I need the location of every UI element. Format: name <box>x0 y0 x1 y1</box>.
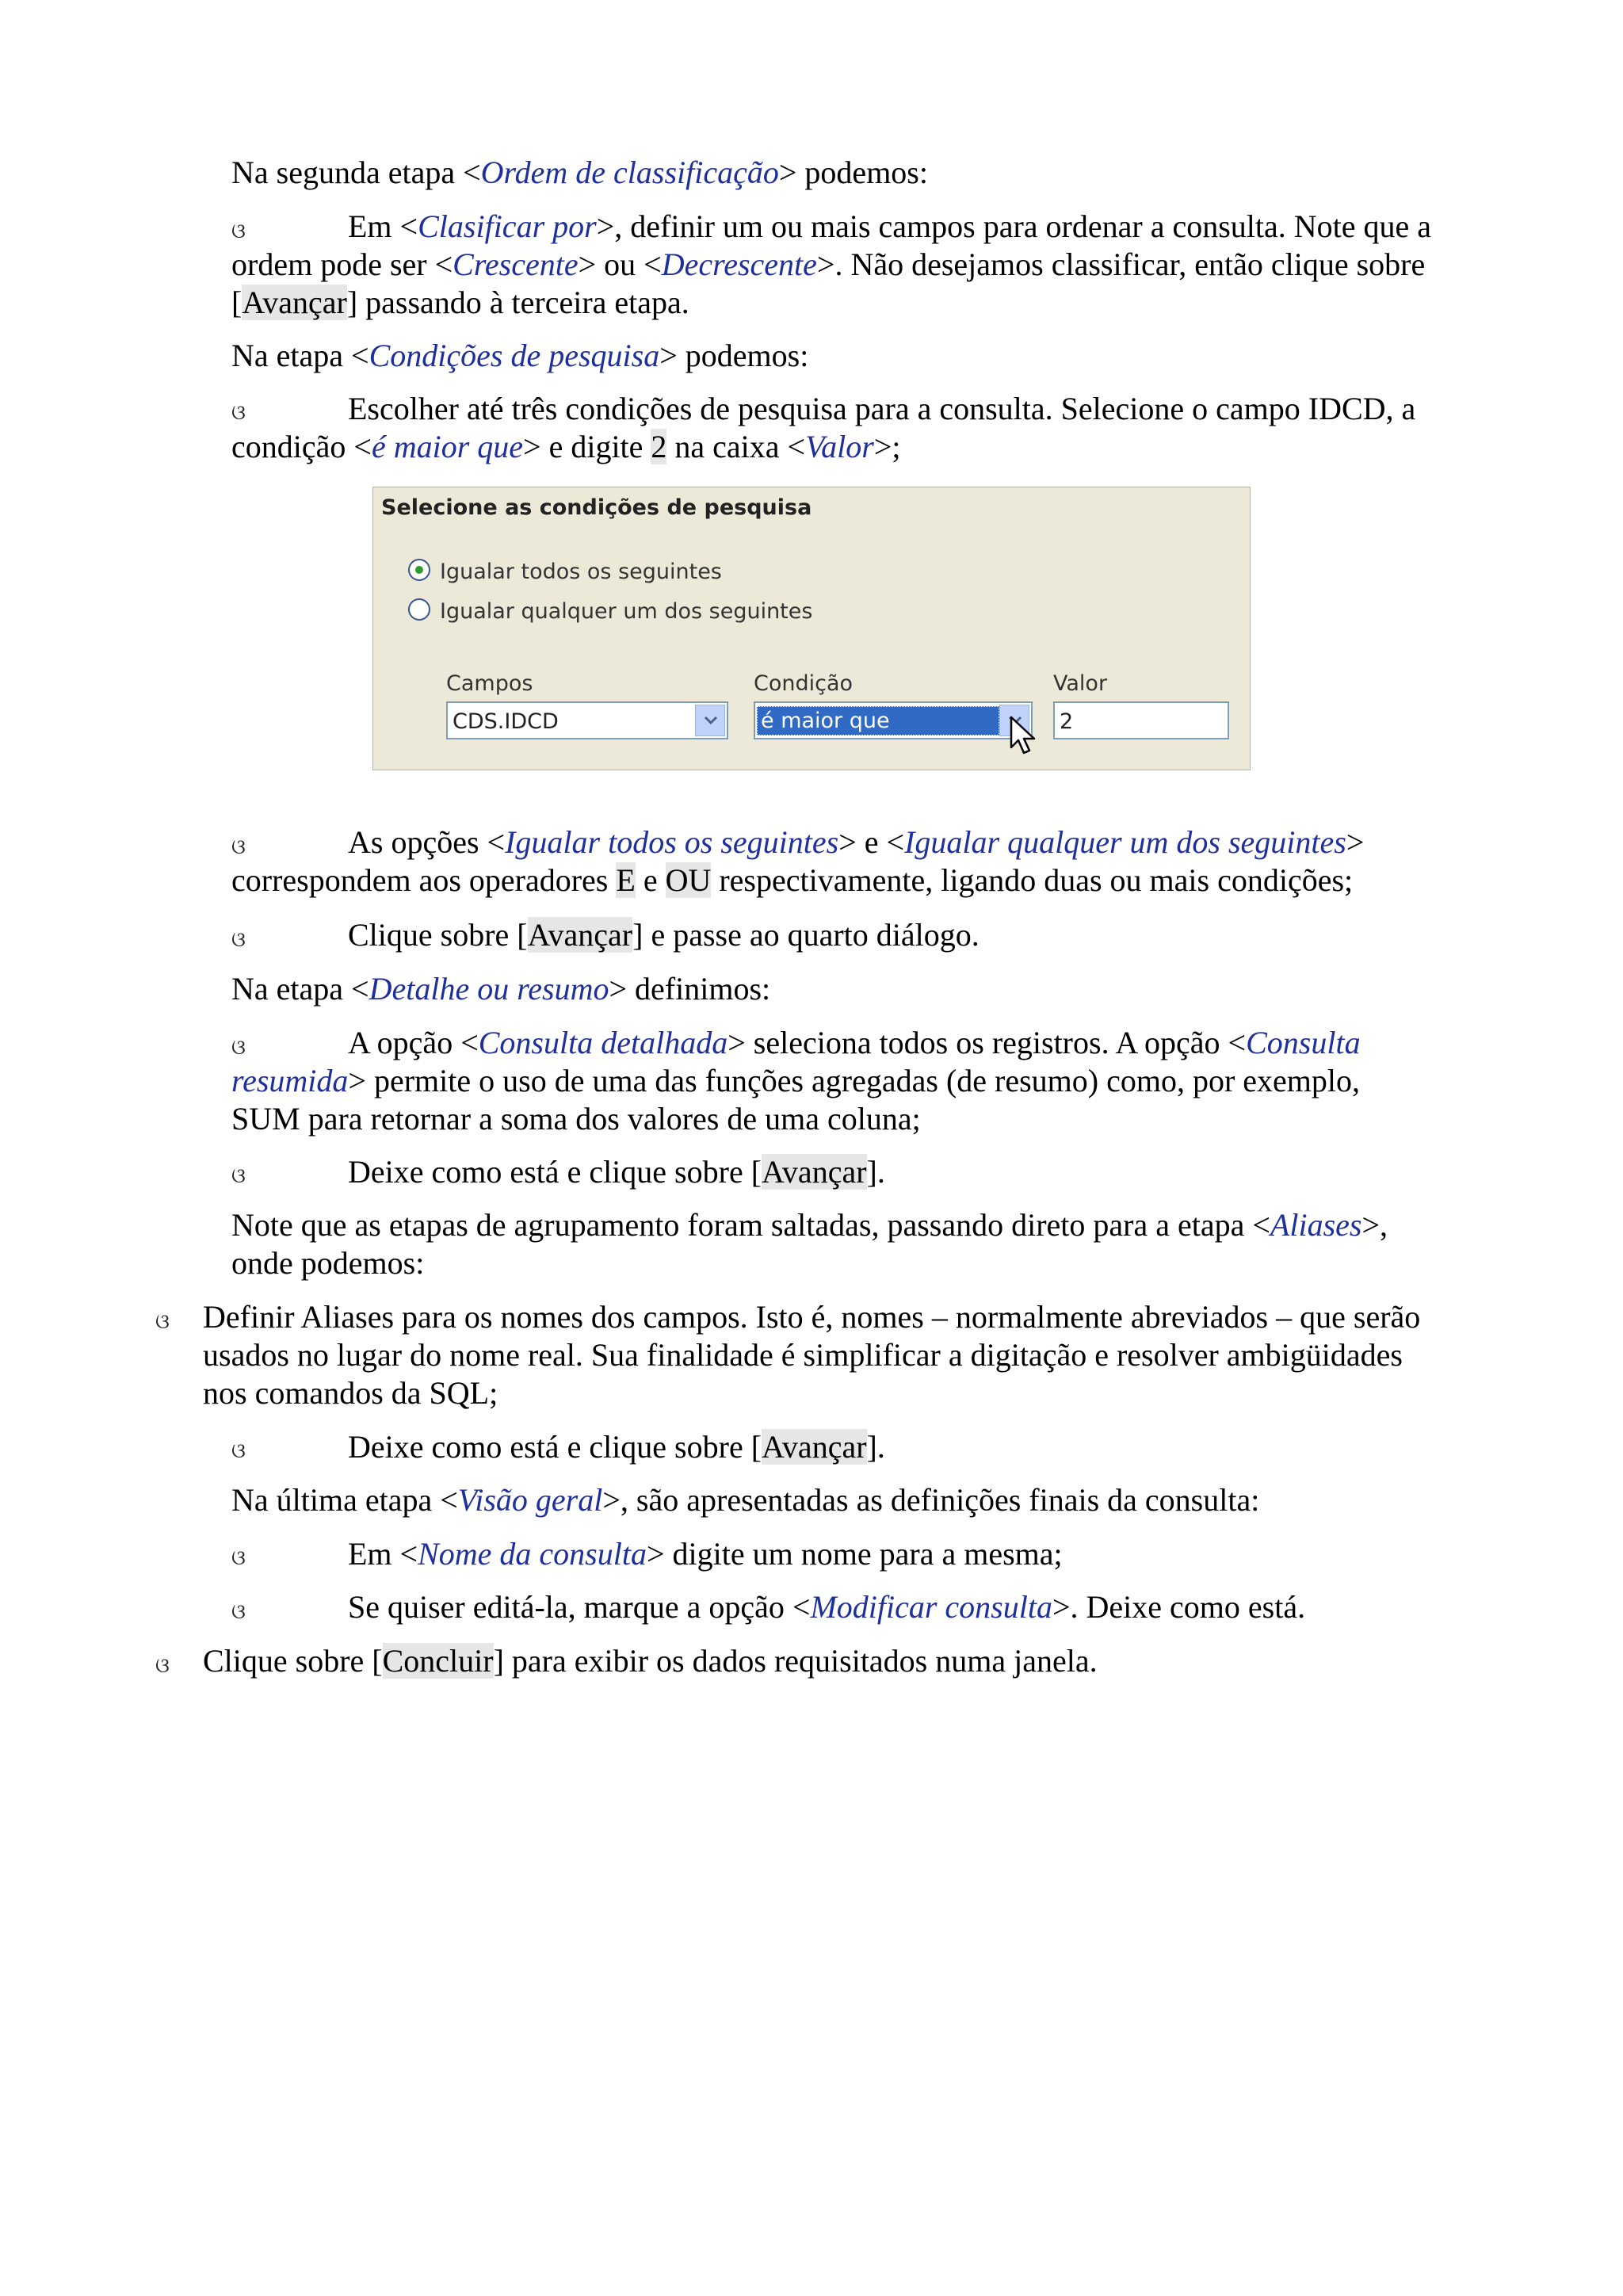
text: > digite um nome para a mesma; <box>646 1536 1063 1572</box>
paragraph-line <box>348 823 1364 861</box>
text: > e < <box>838 824 905 860</box>
paragraph-line <box>203 1642 1098 1680</box>
paragraph-line <box>348 1428 885 1466</box>
option-ref: Ordem de classificação <box>480 155 779 190</box>
text: ] passando à terceira etapa. <box>346 285 689 320</box>
button-ref: Avançar <box>762 1429 867 1465</box>
paragraph-line <box>348 1588 1305 1626</box>
text: Definir Aliases para os nomes dos campos. Isto é, nomes – normalmente abreviados – que serão <box>203 1299 1421 1335</box>
bullet-icon: ଓ <box>231 1600 246 1624</box>
value-input[interactable] <box>1053 701 1229 739</box>
option-ref: Valor <box>805 429 874 464</box>
text: Deixe como está e clique sobre [ <box>348 1429 762 1465</box>
text: > seleciona todos os registros. A opção < <box>727 1025 1247 1060</box>
text: As opções < <box>348 824 506 860</box>
text: Na etapa < <box>231 971 369 1007</box>
text: ] para exibir os dados requisitados numa janela. <box>493 1643 1098 1679</box>
paragraph-line <box>231 246 1425 284</box>
bullet-icon: ଓ <box>155 1654 170 1678</box>
bullet-icon: ଓ <box>231 1036 246 1060</box>
option-ref: é maior que <box>371 429 524 464</box>
bullet-icon: ଓ <box>231 401 246 425</box>
paragraph-line <box>348 1153 885 1191</box>
operator-ref: OU <box>665 862 712 898</box>
option-ref: Modificar consulta <box>810 1589 1052 1625</box>
paragraph-line <box>348 208 1431 246</box>
value-ref: 2 <box>651 429 667 464</box>
text: Clique sobre [ <box>203 1643 383 1679</box>
paragraph-line <box>231 1100 921 1138</box>
option-ref: Igualar qualquer um dos seguintes <box>904 824 1346 860</box>
text: Clique sobre [ <box>348 917 528 953</box>
option-ref: Condições de pesquisa <box>369 338 660 373</box>
text: [ <box>231 285 242 320</box>
option-ref: Detalhe ou resumo <box>369 971 609 1007</box>
value-label: Valor <box>1053 671 1108 696</box>
button-ref: Avançar <box>527 917 633 953</box>
text: >, <box>1361 1207 1388 1243</box>
text: Na segunda etapa < <box>231 155 481 190</box>
paragraph-line <box>231 284 689 322</box>
paragraph-line <box>231 154 928 192</box>
paragraph-line <box>348 390 1415 428</box>
paragraph-line <box>231 970 770 1008</box>
text: onde podemos: <box>231 1245 425 1281</box>
dialog-title: Selecione as condições de pesquisa <box>381 495 812 520</box>
bullet-icon: ଓ <box>231 1546 246 1570</box>
bullet-icon: ଓ <box>155 1310 170 1334</box>
button-ref: Avançar <box>762 1154 867 1190</box>
option-ref: Igualar todos os seguintes <box>505 824 839 860</box>
text: > podemos: <box>659 338 809 373</box>
bullet-icon: ଓ <box>231 1439 246 1463</box>
button-ref: Avançar <box>242 285 347 320</box>
text: SUM para retornar a soma dos valores de uma coluna; <box>231 1101 921 1137</box>
radio-match-any-label: Igualar qualquer um dos seguintes <box>440 599 813 624</box>
text: usados no lugar do nome real. Sua finalidade é simplificar a digitação e resolver ambigüidades <box>203 1337 1403 1373</box>
text: > podemos: <box>778 155 928 190</box>
option-ref: Visão geral <box>457 1482 603 1518</box>
paragraph-line <box>203 1374 498 1412</box>
text: A opção < <box>348 1025 479 1060</box>
option-ref: Nome da consulta <box>418 1536 647 1572</box>
text: > ou < <box>578 246 662 282</box>
value-input-text: 2 <box>1060 709 1074 734</box>
text: Note que as etapas de agrupamento foram saltadas, passando direto para a etapa < <box>231 1207 1270 1243</box>
text: >. Não desejamos classificar, então clique sobre <box>816 246 1426 282</box>
text: respectivamente, ligando duas ou mais condições; <box>711 862 1354 898</box>
search-conditions-dialog <box>372 487 1251 770</box>
radio-match-all-label: Igualar todos os seguintes <box>440 560 722 584</box>
option-ref: Crescente <box>453 246 579 282</box>
option-ref: Aliases <box>1270 1207 1362 1243</box>
operator-ref: E <box>616 862 636 898</box>
radio-match-any[interactable] <box>408 598 430 621</box>
text: na caixa < <box>666 429 806 464</box>
text: Se quiser editá-la, marque a opção < <box>348 1589 811 1625</box>
paragraph-line <box>231 337 808 375</box>
text: Escolher até três condições de pesquisa para a consulta. Selecione o campo IDCD, a <box>348 391 1416 426</box>
text: ]. <box>866 1154 885 1190</box>
condition-label: Condição <box>754 671 854 696</box>
condition-select[interactable] <box>754 701 1033 739</box>
text: ]. <box>866 1429 885 1465</box>
paragraph-line <box>348 1535 1063 1573</box>
text: Deixe como está e clique sobre [ <box>348 1154 762 1190</box>
option-ref: Clasificar por <box>418 208 597 244</box>
text: > e digite <box>523 429 651 464</box>
text: Na etapa < <box>231 338 369 373</box>
paragraph-line <box>203 1336 1403 1374</box>
radio-match-all[interactable] <box>408 559 430 581</box>
button-ref: Concluir <box>382 1643 494 1679</box>
text: ] e passe ao quarto diálogo. <box>632 917 980 953</box>
paragraph-line <box>348 1024 1361 1062</box>
paragraph-line <box>231 861 1353 900</box>
paragraph-line <box>203 1298 1420 1336</box>
text: >, são apresentadas as definições finais da consulta: <box>602 1482 1260 1518</box>
option-ref: Decrescente <box>661 246 817 282</box>
fields-select[interactable] <box>446 701 728 739</box>
text: > definimos: <box>609 971 771 1007</box>
paragraph-line <box>348 916 980 954</box>
condition-select-value: é maior que <box>757 706 999 735</box>
text: nos comandos da SQL; <box>203 1375 498 1411</box>
text: Na última etapa < <box>231 1482 458 1518</box>
text: condição < <box>231 429 372 464</box>
text: > <box>1346 824 1365 860</box>
text: >; <box>873 429 901 464</box>
text: Em < <box>348 1536 418 1572</box>
bullet-icon: ଓ <box>231 835 246 859</box>
bullet-icon: ଓ <box>231 928 246 952</box>
text: Em < <box>348 208 418 244</box>
option-ref: Consulta <box>1246 1025 1361 1060</box>
mouse-cursor-icon <box>1010 716 1037 755</box>
paragraph-line <box>231 1481 1259 1519</box>
fields-select-value: CDS.IDCD <box>453 709 559 734</box>
text: > permite o uso de uma das funções agregadas (de resumo) como, por exemplo, <box>348 1063 1361 1098</box>
fields-label: Campos <box>446 671 533 696</box>
paragraph-line <box>231 1244 424 1282</box>
option-ref: resumida <box>231 1063 349 1098</box>
text: >, definir um ou mais campos para ordenar a consulta. Note que a <box>596 208 1432 244</box>
text: >. Deixe como está. <box>1052 1589 1306 1625</box>
bullet-icon: ଓ <box>231 220 246 243</box>
chevron-down-icon[interactable] <box>695 705 725 736</box>
paragraph-line <box>231 1062 1360 1100</box>
paragraph-line <box>231 428 900 466</box>
paragraph-line <box>231 1206 1388 1244</box>
text: correspondem aos operadores <box>231 862 617 898</box>
option-ref: Consulta detalhada <box>478 1025 728 1060</box>
text: ordem pode ser < <box>231 246 453 282</box>
bullet-icon: ଓ <box>231 1164 246 1188</box>
text: e <box>635 862 666 898</box>
